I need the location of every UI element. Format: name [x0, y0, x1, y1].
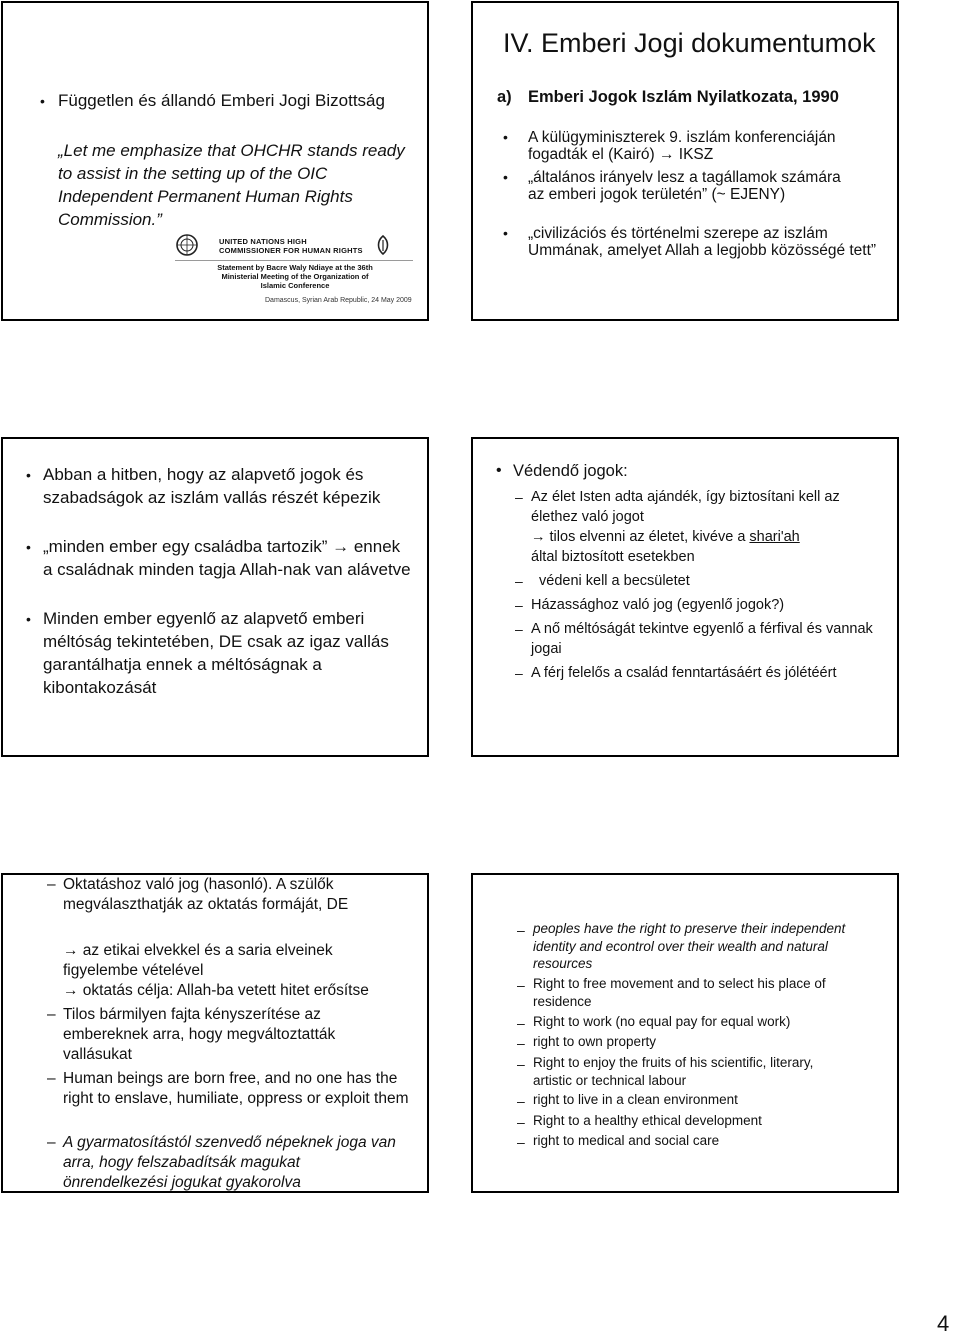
slide5-item: Oktatáshoz való jog (hasonló). A szülők megválaszthatják az oktatás formáját, DE [63, 876, 349, 913]
slide6-item: Right to free movement and to select his place of residence [533, 976, 826, 1009]
dash: – [517, 977, 525, 993]
slide5-item: A gyarmatosítástól szenvedő népeknek joga van arra, hogy felszabadítsák magukat önrendelkezési jogukat gyakorolva [63, 1134, 396, 1191]
slide6-item: right to live in a clean environment [533, 1092, 738, 1107]
subhead: Emberi Jogok Iszlám Nyilatkozata, 1990 [528, 88, 839, 106]
slide2-item: „általános irányelv lesz a tagállamok számára az emberi jogok területén” (~ EJENY) [528, 169, 841, 203]
dash: – [517, 1093, 525, 1109]
dash: – [47, 876, 56, 893]
slide4-item: védeni kell a becsületet [539, 573, 690, 589]
slide6-item: peoples have the right to preserve their independent identity and econtrol over their wealth and natural resources [533, 921, 846, 971]
subhead-label: a) [497, 88, 512, 106]
slide3-item: Abban a hitben, hogy az alapvető jogok és szabadságok az iszlám vallás részét képezik [43, 465, 381, 507]
logo-place: Damascus, Syrian Arab Republic, 24 May 2009 [265, 297, 412, 304]
slide6-item: right to medical and social care [533, 1133, 720, 1148]
dash: – [517, 1015, 525, 1031]
dash: – [517, 922, 525, 938]
bullet: • [40, 93, 45, 109]
bullet: • [496, 462, 502, 479]
bullet: • [26, 539, 31, 555]
dash: – [47, 1006, 56, 1023]
slide3-item: „minden ember egy családba tartozik” → ennek a családnak minden tagja Allah-nak van alávetve [43, 537, 411, 579]
slide5-subitem: → az etikai elvekkel és a saria elveinek figyelembe vételével [63, 942, 333, 979]
dash: – [515, 489, 523, 505]
slide6-item: Right to work (no equal pay for equal work) [533, 1014, 791, 1029]
slide4-subitem [531, 527, 881, 567]
bullet: • [503, 169, 508, 185]
slide4-item: A férj felelős a család fenntartásáért és jólétéért [531, 665, 837, 681]
bullet: • [503, 225, 508, 241]
dash: – [517, 1056, 525, 1072]
logo-org-name: UNITED NATIONS HIGH COMMISSIONER FOR HUMAN RIGHTS [219, 237, 363, 255]
slide6-item: right to own property [533, 1034, 657, 1049]
dash: – [515, 665, 523, 681]
dash: – [515, 621, 523, 637]
slide4-item: Házassághoz való jog (egyenlő jogok?) [531, 597, 785, 613]
slide-6 [471, 873, 899, 1193]
dash: – [517, 1114, 525, 1130]
slide1-item: Független és állandó Emberi Jogi Bizottság [58, 91, 385, 110]
subitem-pre: → tilos elvenni az életet, kivéve a [531, 529, 750, 545]
shariah-link: shari'ah [749, 529, 800, 545]
bullet: • [26, 611, 31, 627]
slide2-item: „civilizációs és történelmi szerepe az iszlám Ummának, amelyet Allah a legjobb közösségé tett” [528, 225, 877, 259]
slide5-item: Human beings are born free, and no one has the right to enslave, humiliate, oppress or exploit them [63, 1070, 409, 1107]
dash: – [515, 573, 523, 589]
ohchr-statement-header [175, 231, 413, 293]
slide3-item: Minden ember egyenlő az alapvető emberi méltóság tekintetében, DE csak az igaz vallás garantálhatja ennek a méltóságnak a kibontakozását [43, 609, 389, 697]
dash: – [517, 1134, 525, 1150]
logo-statement: Statement by Bacre Waly Ndiaye at the 36th Ministerial Meeting of the Organization of Islamic Conference [217, 263, 373, 290]
slide-title: IV. Emberi Jogi dokumentumok [503, 28, 876, 58]
dash: – [47, 1134, 56, 1151]
slide-4 [471, 437, 899, 757]
un-emblem-icon [175, 233, 199, 257]
dash: – [47, 1070, 56, 1087]
slide-5 [1, 873, 429, 1193]
bullet: • [26, 467, 31, 483]
slide5-item: Tilos bármilyen fajta kényszerítése az embereknek arra, hogy megváltoztatták vallásukat [63, 1006, 336, 1063]
page-number: 4 [937, 1311, 950, 1336]
slide5-subitem: → oktatás célja: Allah-ba vetett hitet erősítse [63, 982, 369, 999]
bullet: • [503, 129, 508, 145]
slide-2 [471, 1, 899, 321]
rights-heading: Védendő jogok: [513, 462, 628, 480]
subitem-post: által biztosított esetekben [531, 549, 695, 565]
slide-1 [1, 1, 429, 321]
slide2-item: A külügyminiszterek 9. iszlám konferenciáján fogadták el (Kairó) → IKSZ [528, 129, 836, 163]
divider [175, 260, 413, 261]
slide6-item: Right to a healthy ethical development [533, 1113, 762, 1128]
dash: – [515, 597, 523, 613]
slide-3 [1, 437, 429, 757]
slide4-item: Az élet Isten adta ajándék, így biztosítani kell az élethez való jogot [531, 489, 840, 525]
slide4-item: A nő méltóságát tekintve egyenlő a férfival és vannak jogai [531, 621, 873, 657]
dash: – [517, 1035, 525, 1051]
ohchr-emblem-icon [371, 233, 395, 257]
slide6-item: Right to enjoy the fruits of his scientific, literary, artistic or technical labour [533, 1055, 814, 1088]
slide1-quote: „Let me emphasize that OHCHR stands ready to assist in the setting up of the OIC Independent Permanent Human Rights Commission.” [58, 141, 405, 229]
